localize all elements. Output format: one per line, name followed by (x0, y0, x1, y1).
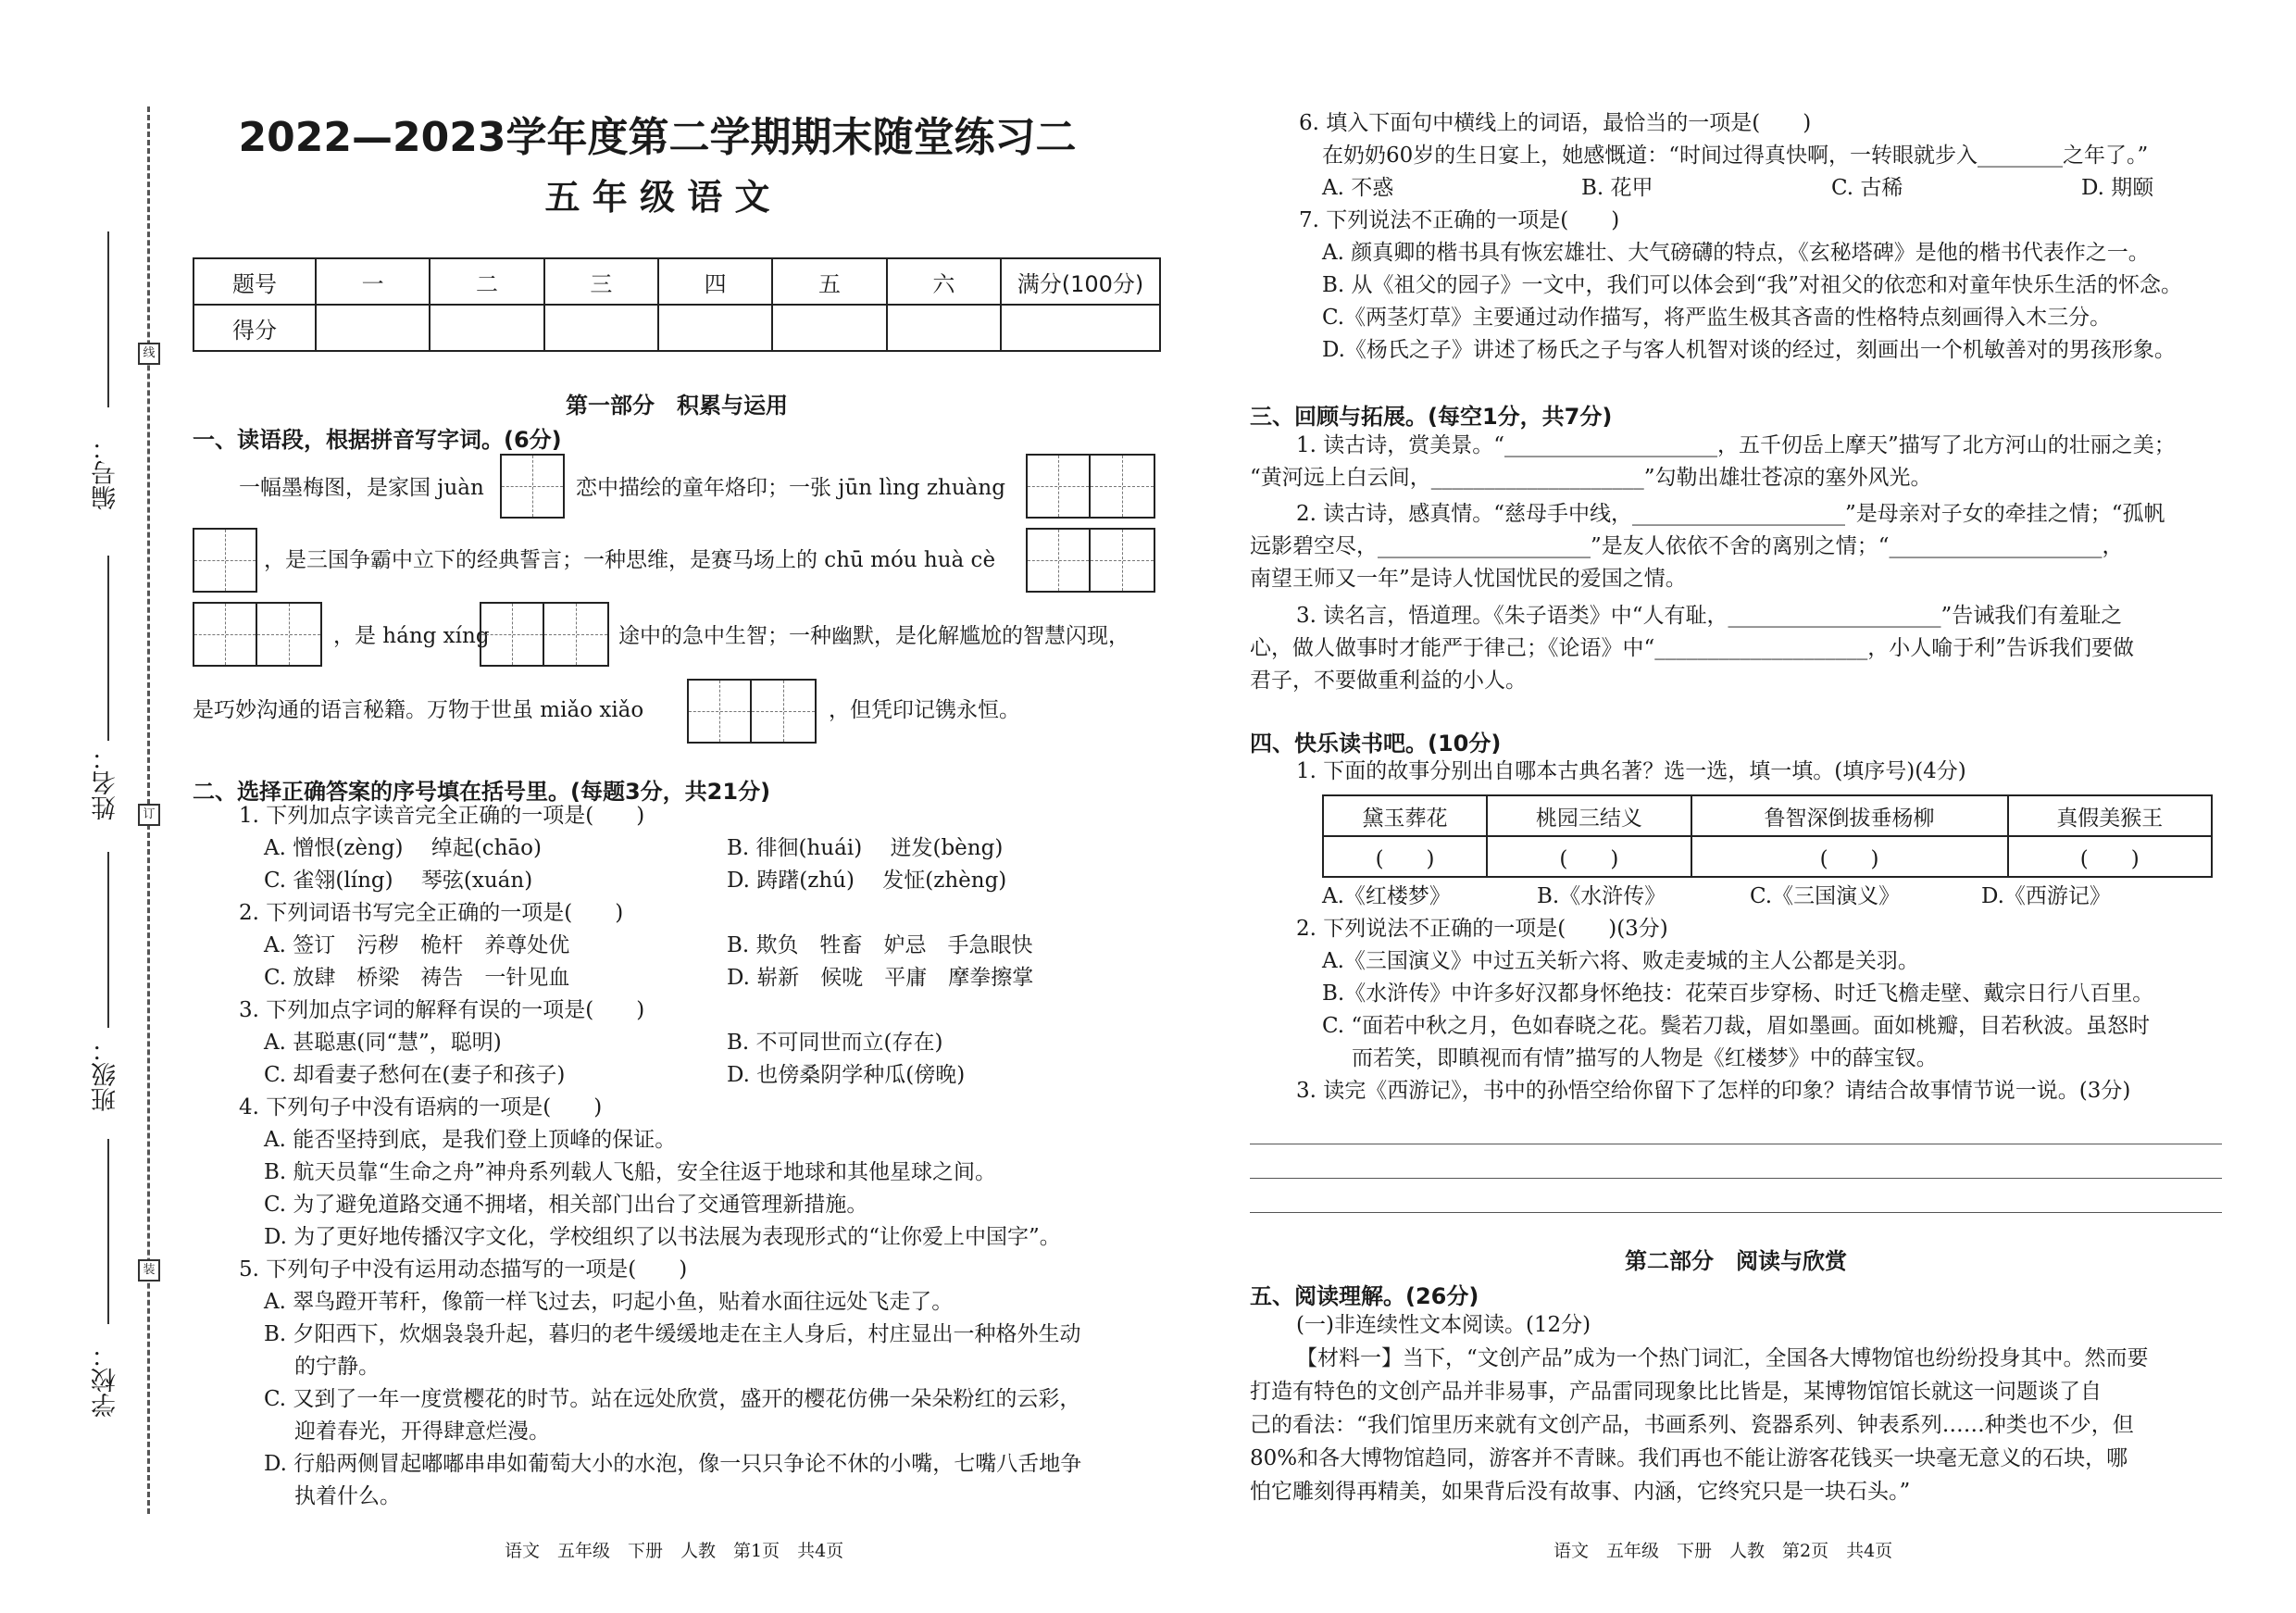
q2-option: D.《杨氏之子》讲述了杨氏之子与客人机智对谈的经过，刻画出一个机敏善对的男孩形象。 (1322, 338, 2176, 362)
gutter-mark-line: 线 (138, 343, 160, 365)
q2-option: B. 徘徊(huái) 迸发(bèng) (727, 836, 1004, 860)
answer-line[interactable] (1250, 1178, 2222, 1179)
book-option: B.《水浒传》 (1537, 884, 1666, 908)
part2-title: 第二部分 阅读与欣赏 (1625, 1248, 1847, 1274)
writing-box-juan[interactable] (500, 454, 565, 519)
q1-line4b: ，但凭印记镌永恒。 (829, 698, 1020, 722)
writing-box-huace[interactable] (193, 602, 322, 667)
score-header-cell: 三 (544, 258, 658, 305)
q2-option: D. 行船两侧冒起嘟嘟串串如葡萄大小的水泡，像一只只争论不休的小嘴，七嘴八舌地争 (264, 1452, 1082, 1476)
q1-line2: ，是三国争霸中立下的经典誓言；一种思维，是赛马场上的 chū móu huà cè (264, 548, 996, 572)
q4-sub1: 1. 下面的故事分别出自哪本古典名著？选一选，填一填。(填序号)(4分) (1296, 759, 1966, 783)
q2-option: A. 甚聪惠(同“慧”，聪明) (264, 1031, 502, 1055)
q2-option: D. 崭新 候咙 平庸 摩拳擦掌 (727, 966, 1034, 990)
q3-line: 南望王师又一年”是诗人忧国忧民的爱国之情。 (1250, 567, 1687, 591)
q1-line3a: ，是 háng xíng (333, 624, 490, 648)
q2-option: B. 夕阳西下，炊烟袅袅升起，暮归的老牛缓缓地走在主人身后，村庄显出一种格外生动 (264, 1322, 1081, 1346)
q2-option-cont: 迎着春光，开得肆意烂漫。 (294, 1419, 550, 1444)
class-label: 班级： (92, 1037, 120, 1112)
q2-option-cont: 执着什么。 (294, 1484, 401, 1508)
q1-title: 一、读语段，根据拼音写字词。(6分) (193, 427, 562, 453)
answer-cell[interactable]: ( ) (1691, 836, 2008, 877)
score-table (193, 257, 1161, 352)
score-header-cell: 四 (658, 258, 772, 305)
q5-passage-line: 【材料一】当下，“文创产品”成为一个热门词汇，全国各大博物馆也纷纷投身其中。然而要 (1296, 1346, 2149, 1370)
q2-option: B. 不可同世而立(存在) (727, 1031, 943, 1055)
writing-box-choumou[interactable] (1026, 528, 1155, 593)
q5-passage-line: 打造有特色的文创产品并非易事，产品雷同现象比比皆是，某博物馆馆长就这一问题谈了自 (1250, 1380, 2102, 1404)
writing-box-miaoxiao[interactable] (687, 679, 817, 744)
score-cell[interactable] (887, 305, 1001, 351)
q2-option: D. 踌躇(zhú) 发怔(zhèng) (727, 869, 1007, 893)
q5-passage-line: 80%和各大博物馆趋同，游客并不青睐。我们再也不能让游客花钱买一块毫无意义的石块，哪 (1250, 1446, 2128, 1470)
q2-option: D. 期颐 (2081, 176, 2154, 200)
score-cell[interactable] (1001, 305, 1160, 351)
q2-item: 2. 下列词语书写完全正确的一项是( ) (239, 901, 624, 925)
q4-option: A.《三国演义》中过五关斩六将、败走麦城的主人公都是关羽。 (1322, 949, 1919, 973)
q3-line: “黄河远上白云间，____________________”勾勒出雄壮苍凉的塞外风光。 (1250, 466, 1932, 490)
q2-option: C.《两茎灯草》主要通过动作描写，将严监生极其吝啬的性格特点刻画得入木三分。 (1322, 306, 2112, 330)
class-field-line[interactable] (107, 852, 109, 1028)
score-cell[interactable] (772, 305, 886, 351)
writing-box-zhuang[interactable] (193, 528, 257, 593)
q3-line: 2. 读古诗，感真情。“慈母手中线，____________________”是母亲对子女的牵挂之情；“孤帆 (1296, 502, 2165, 526)
q2-option: B. 花甲 (1581, 176, 1653, 200)
q4-item: 2. 下列说法不正确的一项是( )(3分) (1296, 917, 1668, 941)
q2-option: A. 翠鸟蹬开苇秆，像箭一样飞过去，叼起小鱼，贴着水面往远处飞走了。 (264, 1290, 954, 1314)
q4-option-cont: 而若笑，即瞋视而有情”描写的人物是《红楼梦》中的薛宝钗。 (1352, 1046, 1938, 1070)
q2-option: B. 从《祖父的园子》一文中，我们可以体会到“我”对祖父的依恋和对童年快乐生活的怀念。 (1322, 273, 2183, 297)
q2-item: 6. 填入下面句中横线上的词语，最恰当的一项是( ) (1299, 111, 1812, 135)
q3-line: 远影碧空尽，____________________”是友人依依不舍的离别之情；“____________________， (1250, 534, 2124, 558)
q2-option: A. 签订 污秽 桅杆 养尊处优 (264, 933, 570, 957)
name-field-line[interactable] (107, 556, 109, 741)
q2-option: D. 为了更好地传播汉字文化，学校组织了以书法展为表现形式的“让你爱上中国字”。 (264, 1225, 1061, 1249)
q2-option: C. 雀翎(líng) 琴弦(xuán) (264, 869, 533, 893)
score-row-label: 得分 (193, 305, 316, 351)
q4-option: C. “面若中秋之月，色如春晓之花。鬓若刀裁，眉如墨画。面如桃瓣，目若秋波。虽怒时 (1322, 1014, 2151, 1038)
score-header-cell: 二 (430, 258, 543, 305)
footer-left: 语文 五年级 下册 人教 第1页 共4页 (505, 1541, 844, 1561)
answer-line[interactable] (1250, 1212, 2222, 1213)
school-label: 学校： (92, 1343, 120, 1418)
q1-line3b: 途中的急中生智；一种幽默，是化解尴尬的智慧闪现， (618, 624, 1129, 648)
q2-option: A. 颜真卿的楷书具有恢宏雄壮、大气磅礴的特点，《玄秘塔碑》是他的楷书代表作之一。 (1322, 241, 2150, 265)
q2-option: C. 放肆 桥梁 祷告 一针见血 (264, 966, 570, 990)
answer-cell[interactable]: ( ) (1323, 836, 1487, 877)
q3-line: 心，做人做事时才能严于律己；《论语》中“____________________，小人喻于利”告诉我们要做 (1250, 636, 2135, 660)
q1-line4a: 是巧妙沟通的语言秘籍。万物于世虽 miǎo xiǎo (193, 698, 644, 722)
q2-item: 1. 下列加点字读音完全正确的一项是( ) (239, 804, 645, 828)
q2-item: 4. 下列句子中没有语病的一项是( ) (239, 1095, 603, 1119)
q3-title: 三、回顾与拓展。(每空1分，共7分) (1250, 404, 1613, 430)
exam-title: 2022—2023学年度第二学期期末随堂练习二 (238, 114, 1077, 161)
school-field-line[interactable] (107, 1139, 109, 1324)
q2-item: 5. 下列句子中没有运用动态描写的一项是( ) (239, 1257, 688, 1282)
writing-box-hangxing[interactable] (480, 602, 609, 667)
q3-line: 君子，不要做重利益的小人。 (1250, 669, 1527, 693)
q4-option: B.《水浒传》中许多好汉都身怀绝技：花荣百步穿杨、时迁飞檐走壁、戴宗日行八百里。 (1322, 982, 2154, 1006)
exam-subtitle: 五 年 级 语 文 (544, 177, 770, 218)
book-option: A.《红楼梦》 (1322, 884, 1451, 908)
q5-passage-line: 己的看法：“我们馆里历来就有文创产品，书画系列、瓷器系列、钟表系列……种类也不少，但 (1250, 1413, 2134, 1437)
q2-title: 二、选择正确答案的序号填在括号里。(每题3分，共21分) (193, 779, 771, 805)
q3-line: 1. 读古诗，赏美景。“____________________，五千仞岳上摩天”描写了北方河山的壮丽之美； (1296, 433, 2176, 457)
q2-option: C. 却看妻子愁何在(妻子和孩子) (264, 1063, 566, 1087)
score-header-cell: 一 (316, 258, 430, 305)
story-cell: 桃园三结义 (1487, 795, 1691, 836)
score-cell[interactable] (658, 305, 772, 351)
q1-line1a: 一幅墨梅图，是家国 juàn (239, 476, 484, 500)
q5-sub: (一)非连续性文本阅读。(12分) (1296, 1313, 1591, 1337)
score-header-cell: 五 (772, 258, 886, 305)
q2-option: A. 不惑 (1322, 176, 1394, 200)
score-header-cell: 题号 (193, 258, 316, 305)
q2-item: 3. 下列加点字词的解释有误的一项是( ) (239, 998, 645, 1022)
q2-option-cont: 的宁静。 (294, 1355, 380, 1379)
answer-cell[interactable]: ( ) (2008, 836, 2212, 877)
score-cell[interactable] (544, 305, 658, 351)
q2-option: B. 航天员靠“生命之舟”神舟系列载人飞船，安全往返于地球和其他星球之间。 (264, 1160, 997, 1184)
q2-option: B. 欺负 牲畜 妒忌 手急眼快 (727, 933, 1033, 957)
q5-passage-line: 怕它雕刻得再精美，如果背后没有故事、内涵，它终究只是一块石头。” (1250, 1480, 1911, 1504)
q2-item: 7. 下列说法不正确的一项是( ) (1299, 208, 1620, 232)
q5-title: 五、阅读理解。(26分) (1250, 1283, 1479, 1309)
q2-option: A. 能否坚持到底，是我们登上顶峰的保证。 (264, 1128, 677, 1152)
q2-option: A. 憎恨(zèng) 绰起(chāo) (264, 836, 542, 860)
score-cell[interactable] (316, 305, 430, 351)
q4-title: 四、快乐读书吧。(10分) (1250, 731, 1502, 756)
gutter-mark-install: 装 (138, 1259, 160, 1282)
score-header-cell: 满分(100分) (1001, 258, 1160, 305)
answer-cell[interactable]: ( ) (1487, 836, 1691, 877)
q4-item: 3. 读完《西游记》，书中的孙悟空给你留下了怎样的印象？请结合故事情节说一说。(3分) (1296, 1079, 2131, 1103)
q2-option: C. 又到了一年一度赏樱花的时节。站在远处欣赏，盛开的樱花仿佛一朵朵粉红的云彩， (264, 1387, 1081, 1411)
q2-option: C. 古稀 (1831, 176, 1903, 200)
q2-option: D. 也傍桑阴学种瓜(傍晚) (727, 1063, 966, 1087)
book-matching-table (1322, 794, 2213, 878)
name-label: 姓名： (92, 745, 120, 820)
q3-line: 3. 读名言，悟道理。《朱子语类》中“人有耻，____________________”告诫我们有羞耻之 (1296, 604, 2123, 628)
writing-box-junling[interactable] (1026, 454, 1155, 519)
q2-stem: 在奶奶60岁的生日宴上，她感慨道：“时间过得真快啊，一转眼就步入________之年了。” (1322, 144, 2149, 168)
book-option: C.《三国演义》 (1750, 884, 1901, 908)
q1-line1b: 恋中描绘的童年烙印；一张 jūn lìng zhuàng (576, 476, 1005, 500)
story-cell: 鲁智深倒拔垂杨柳 (1691, 795, 2008, 836)
story-cell: 真假美猴王 (2008, 795, 2212, 836)
number-field-line[interactable] (107, 231, 109, 407)
story-cell: 黛玉葬花 (1323, 795, 1487, 836)
score-cell[interactable] (430, 305, 543, 351)
footer-right: 语文 五年级 下册 人教 第2页 共4页 (1554, 1541, 1893, 1561)
gutter-mark-bind: 订 (138, 804, 160, 826)
number-label: 编号： (92, 435, 120, 510)
q2-option: C. 为了避免道路交通不拥堵，相关部门出台了交通管理新措施。 (264, 1193, 868, 1217)
book-option: D.《西游记》 (1981, 884, 2111, 908)
score-header-cell: 六 (887, 258, 1001, 305)
part1-title: 第一部分 积累与运用 (566, 393, 788, 419)
